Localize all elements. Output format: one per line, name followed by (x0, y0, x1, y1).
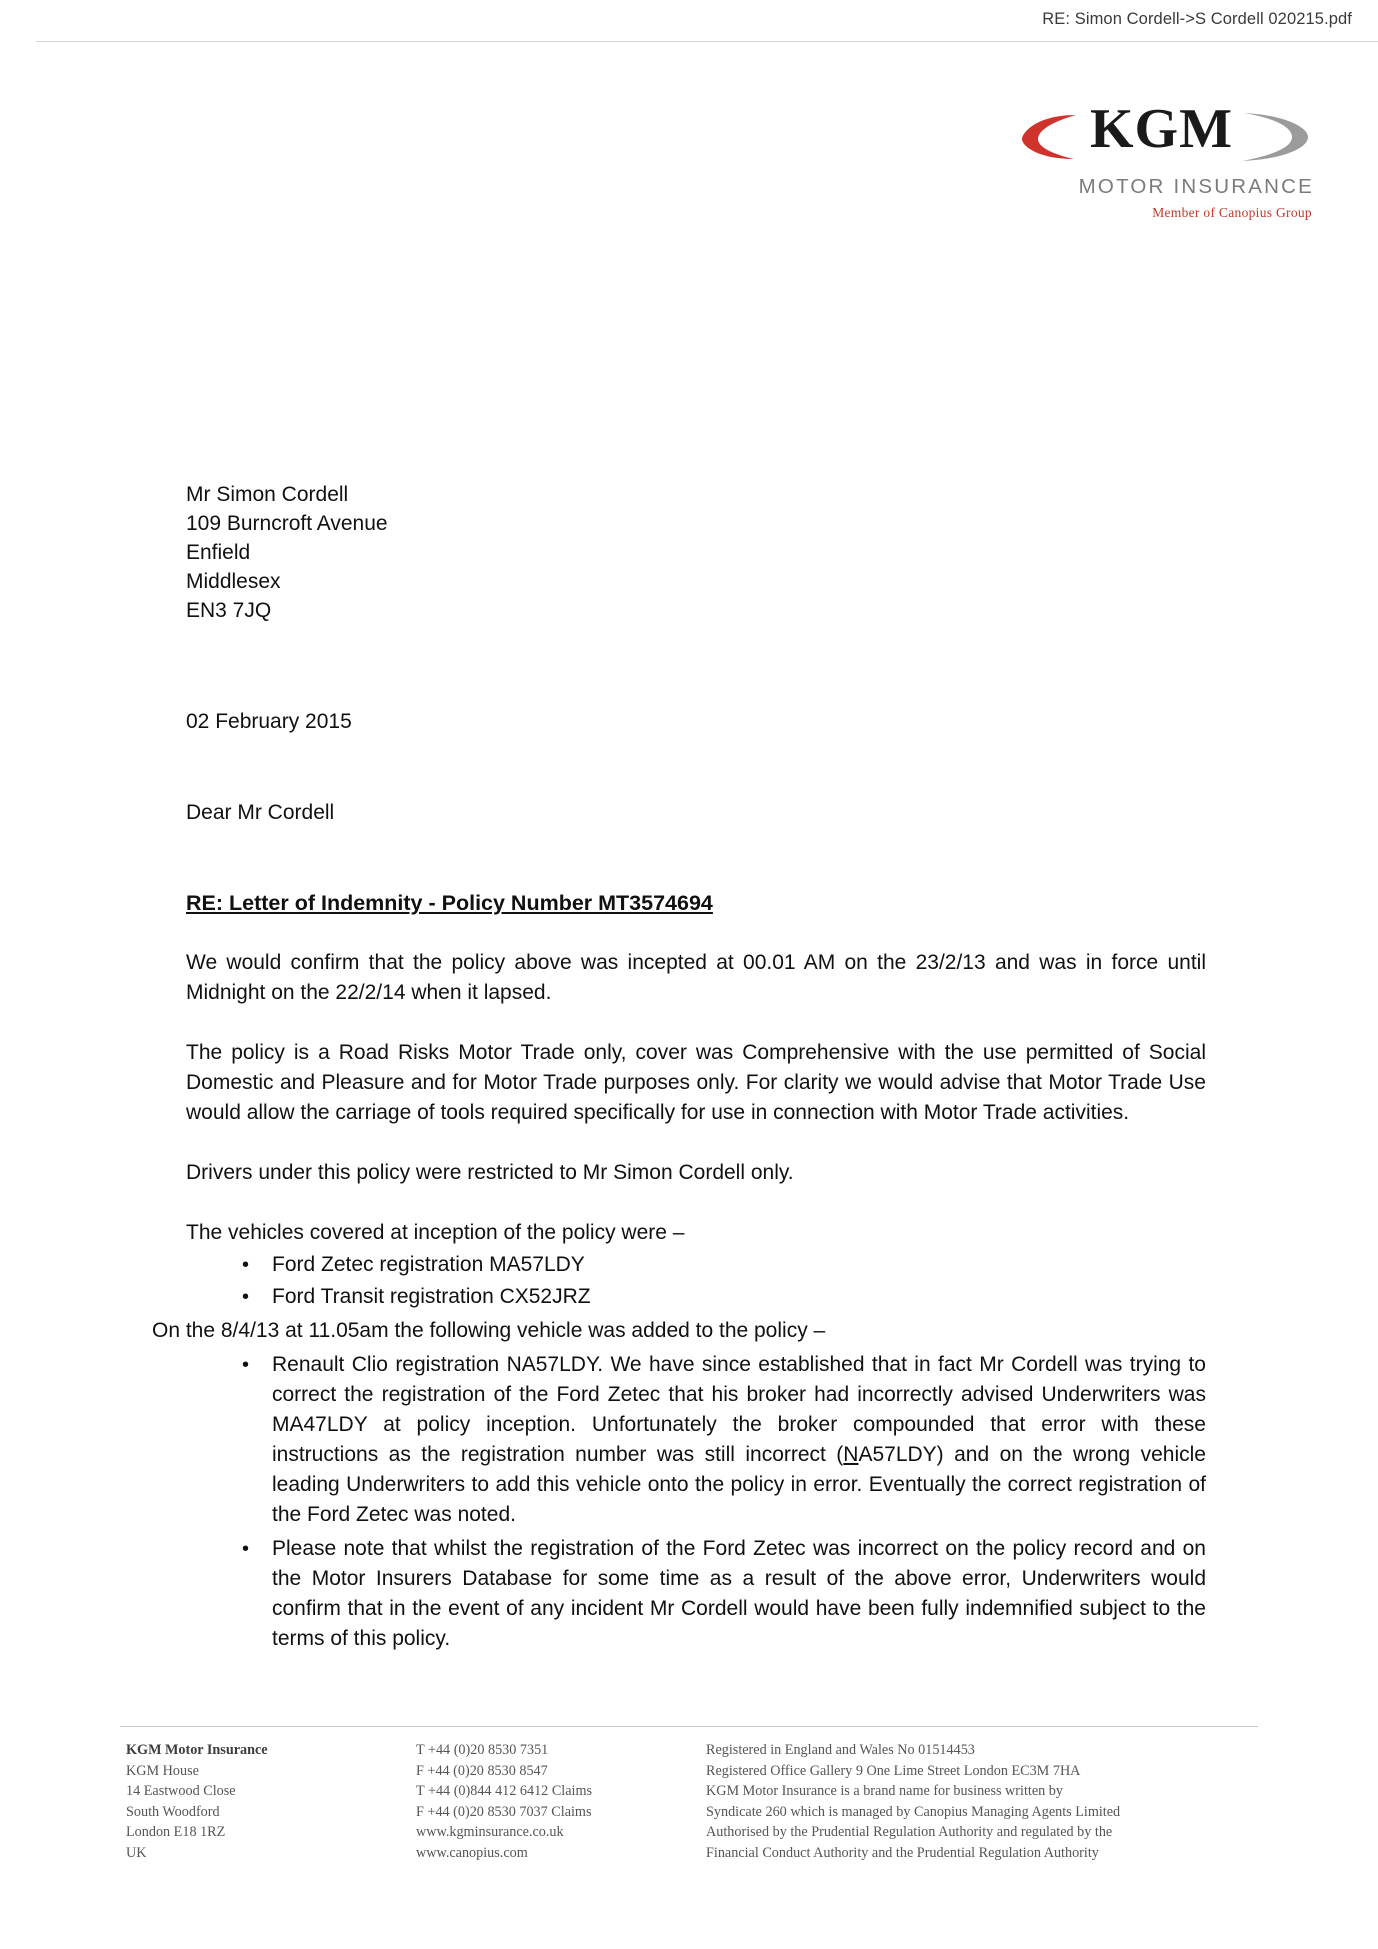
logo-wordmark: KGM (1090, 98, 1233, 160)
bullet-text-part-b: A57LDY) and on the wrong vehicle leading Underwriters to add this vehicle onto the policy in error. Eventually the correct registration of the Ford Zetec was noted. (272, 1443, 1206, 1526)
letter-date: 02 February 2015 (186, 710, 352, 733)
footer-line: T +44 (0)20 8530 7351 (416, 1742, 549, 1758)
footer-link-kgm[interactable]: www.kgminsurance.co.uk (416, 1824, 564, 1840)
recipient-address (186, 480, 1206, 625)
footer-line: South Woodford (126, 1803, 220, 1820)
address-line: Enfield (186, 541, 251, 564)
footer-contact-column (416, 1740, 706, 1863)
paragraph-vehicle-added: On the 8/4/13 at 11.05am the following vehicle was added to the policy – (152, 1319, 826, 1342)
paragraph-drivers: Drivers under this policy were restricted to Mr Simon Cordell only. (186, 1161, 794, 1184)
list-item-indemnity-note: • Please note that whilst the registration of the Ford Zetec was incorrect on the policy record and on the Motor Insurers Database for some time as a result of the above error, Underwriters would confirm that in the event of any incident Mr Cordell would have been fully indemnified subject to the terms of this policy. (252, 1534, 1206, 1654)
footer-line: Registered Office Gallery 9 One Lime Street London EC3M 7HA (706, 1762, 1081, 1779)
document-filename: RE: Simon Cordell->S Cordell 020215.pdf (1042, 10, 1352, 28)
topbar-divider (36, 41, 1378, 42)
address-line: 109 Burncroft Avenue (186, 512, 388, 535)
logo-member-line: Member of Canopius Group (1152, 205, 1312, 220)
paragraph-cover-details: The policy is a Road Risks Motor Trade only, cover was Comprehensive with the use permitted of Social Domestic and Pleasure and for Motor Trade purposes only. For clarity we would advise that Motor Trade Use would allow the carriage of tools required specifically for use in connection with Motor Trade activities. (186, 1041, 1206, 1124)
footer-line: Financial Conduct Authority and the Prudential Regulation Authority (706, 1844, 1099, 1861)
list-item: • Ford Transit registration CX52JRZ (252, 1282, 1206, 1312)
footer-line: T +44 (0)844 412 6412 Claims (416, 1783, 593, 1799)
bullet-text-part-a: Renault Clio registration NA57LDY. We have since established that in fact Mr Cordell was trying to correct the registration of the Ford Zetec that his broker had incorrectly advised Underwriters was MA47LDY at policy inception. Unfortunately the broker compounded that error with these instructions as the registration number was still incorrect ( (272, 1353, 1206, 1466)
paragraph-vehicles-intro: The vehicles covered at inception of the policy were – (186, 1221, 685, 1244)
kgm-logo (1016, 95, 1316, 173)
letter-subject: RE: Letter of Indemnity - Policy Number MT3574694 (186, 891, 713, 915)
address-line: Middlesex (186, 570, 281, 593)
vehicle-list (186, 1250, 1206, 1312)
page-footer (126, 1740, 1266, 1863)
footer-line: Syndicate 260 which is managed by Canopius Managing Agents Limited (706, 1803, 1121, 1820)
viewer-topbar (0, 0, 1378, 42)
letter-salutation: Dear Mr Cordell (186, 801, 335, 824)
list-item: • Ford Zetec registration MA57LDY (252, 1250, 1206, 1280)
footer-line: KGM Motor Insurance (126, 1742, 268, 1758)
spacer (186, 736, 1206, 798)
footer-line: KGM Motor Insurance is a brand name for business written by (706, 1783, 1063, 1799)
bullet-text-underlined: N (843, 1443, 859, 1466)
spacer (186, 625, 1206, 707)
letter-body (152, 480, 1206, 1654)
letterhead (1016, 95, 1316, 221)
footer-link-canopius[interactable]: www.canopius.com (416, 1844, 528, 1861)
added-vehicle-list (186, 1350, 1206, 1654)
footer-divider (120, 1726, 1258, 1727)
logo-subtitle: MOTOR INSURANCE (1078, 175, 1314, 198)
address-line: Mr Simon Cordell (186, 483, 349, 506)
footer-line: 14 Eastwood Close (126, 1783, 236, 1799)
footer-line: F +44 (0)20 8530 8547 (416, 1762, 548, 1779)
footer-line: Registered in England and Wales No 01514453 (706, 1742, 975, 1758)
address-line: EN3 7JQ (186, 599, 272, 622)
paragraph-policy-dates: We would confirm that the policy above was incepted at 00.01 AM on the 23/2/13 and was in force until Midnight on the 22/2/14 when it lapsed. (186, 951, 1206, 1004)
footer-line: KGM House (126, 1762, 199, 1779)
footer-line: Authorised by the Prudential Regulation Authority and regulated by the (706, 1824, 1113, 1840)
footer-address-column (126, 1740, 416, 1863)
footer-line: UK (126, 1844, 147, 1861)
spacer (186, 827, 1206, 889)
footer-line: London E18 1RZ (126, 1824, 226, 1840)
footer-legal-column (706, 1740, 1266, 1863)
list-item-renault-clio (252, 1350, 1206, 1530)
footer-line: F +44 (0)20 8530 7037 Claims (416, 1803, 592, 1820)
